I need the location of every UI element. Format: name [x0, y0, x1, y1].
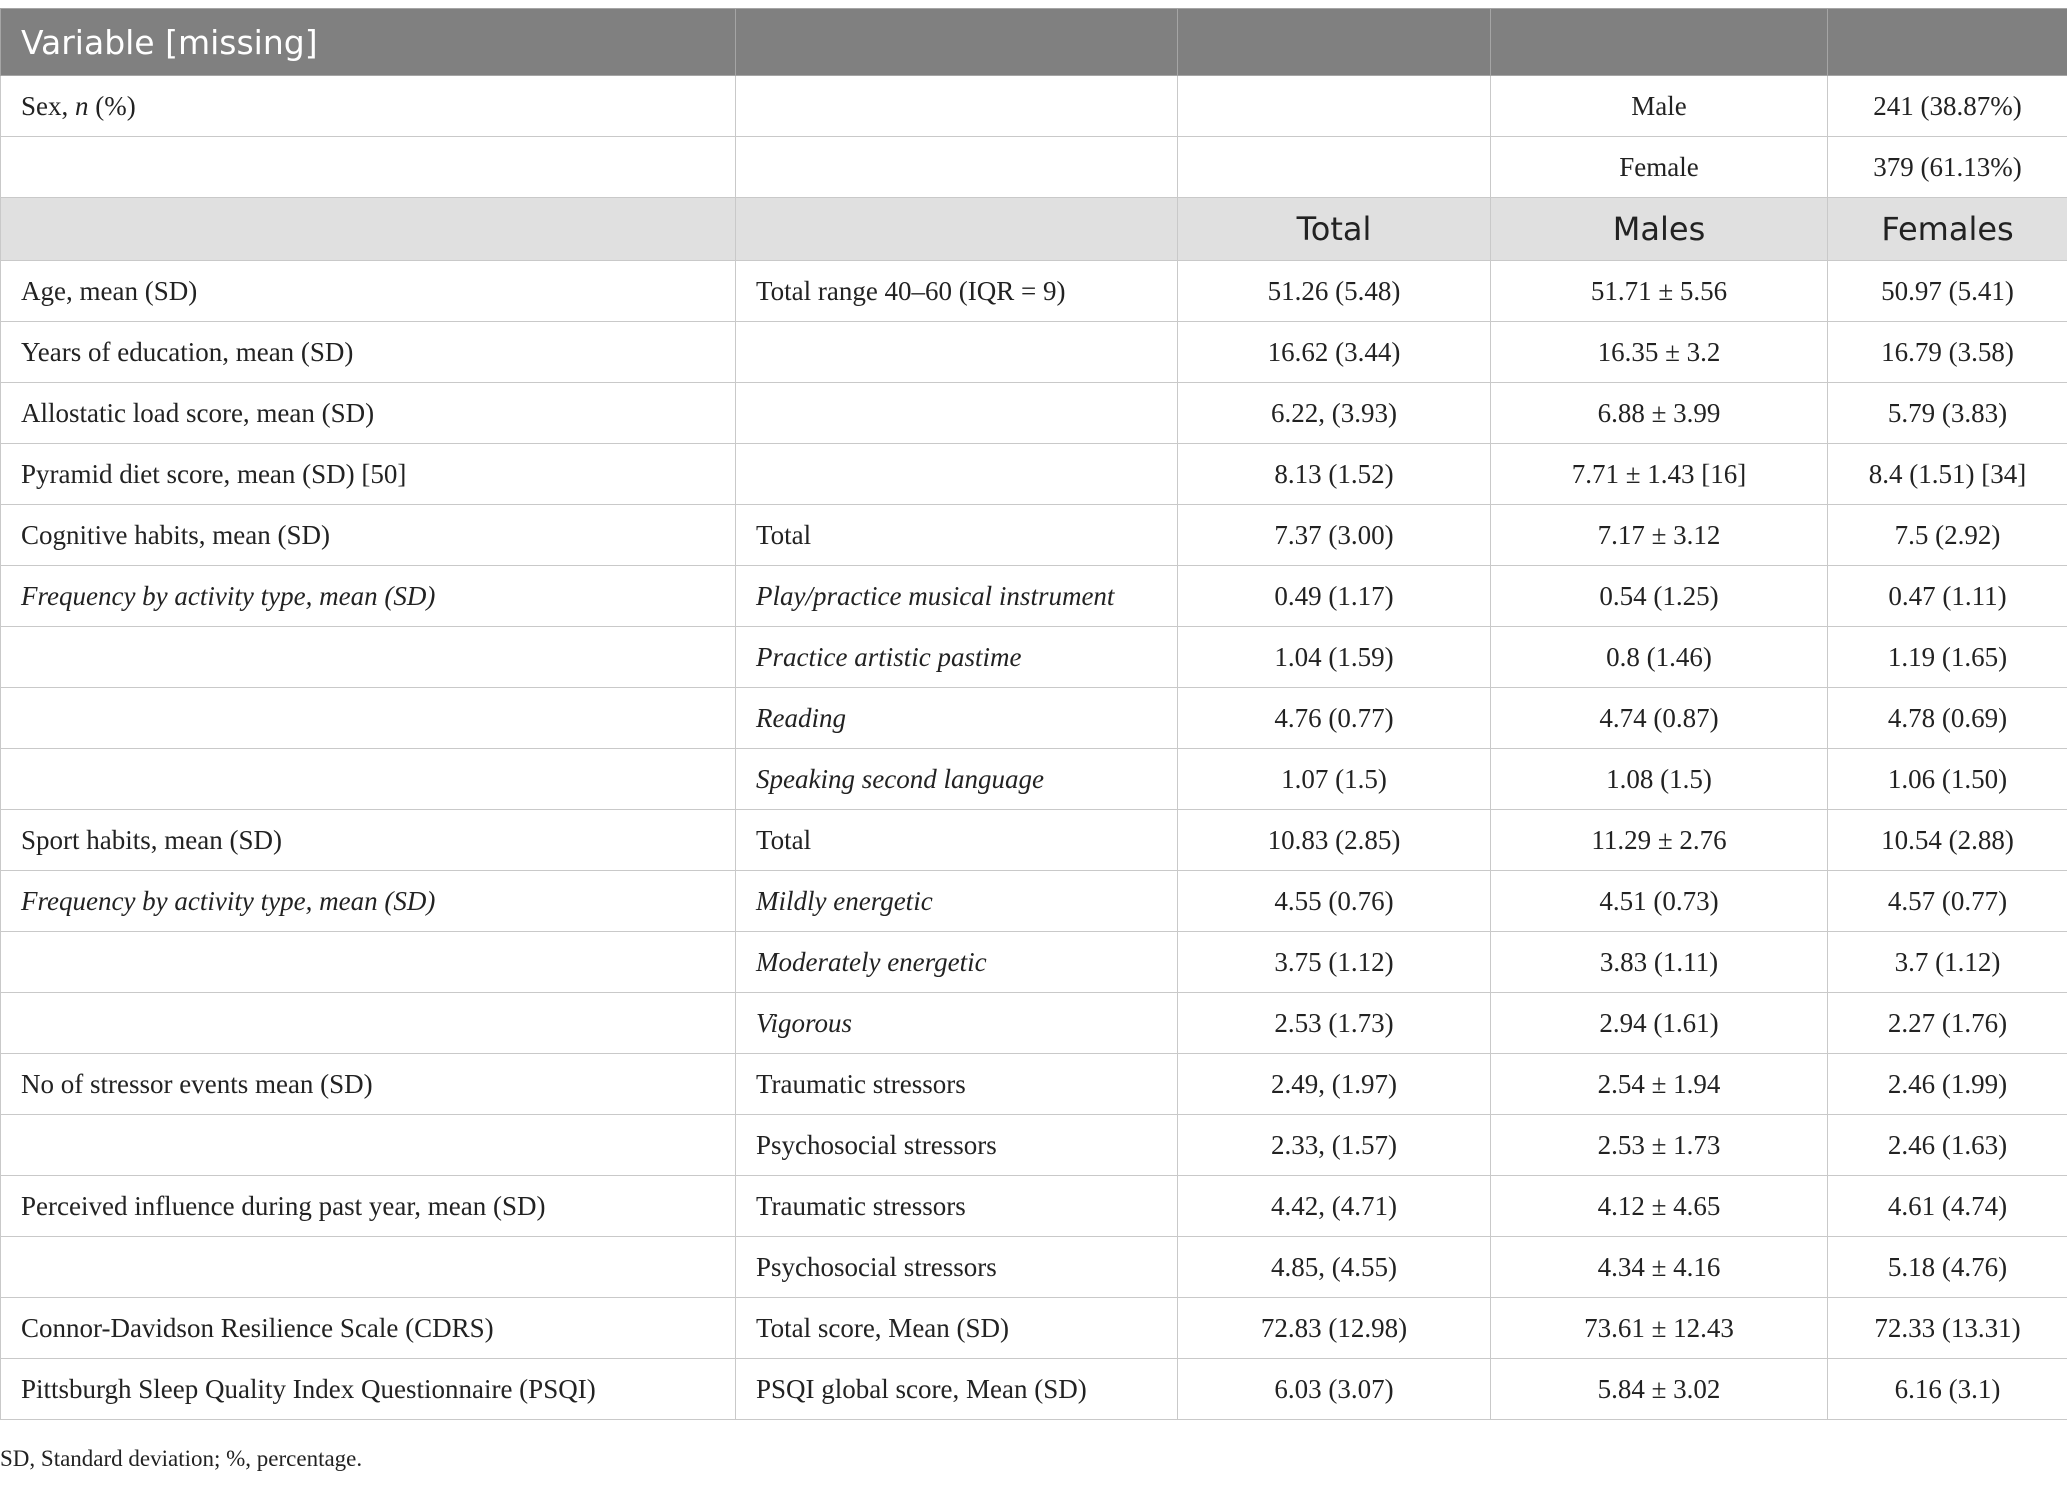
cell-males: 11.29 ± 2.76 [1491, 810, 1828, 871]
cell-subcategory: PSQI global score, Mean (SD) [736, 1359, 1178, 1420]
column-header-males: Males [1491, 198, 1828, 261]
cell-variable: Frequency by activity type, mean (SD) [1, 566, 736, 627]
cell-females: 4.57 (0.77) [1828, 871, 2067, 932]
table-title: Variable [missing] [1, 9, 736, 76]
cell-males: 4.12 ± 4.65 [1491, 1176, 1828, 1237]
cell-variable [1, 1237, 736, 1298]
cell-subcategory: Mildly energetic [736, 871, 1178, 932]
column-header-females: Females [1828, 198, 2067, 261]
table-title-row [1, 9, 2067, 76]
table-row [1, 871, 2067, 932]
cell-total: 0.49 (1.17) [1178, 566, 1491, 627]
cell-males: 0.54 (1.25) [1491, 566, 1828, 627]
table-row [1, 505, 2067, 566]
sex-value: 379 (61.13%) [1828, 137, 2067, 198]
cell-females: 7.5 (2.92) [1828, 505, 2067, 566]
column-header-row [1, 198, 2067, 261]
cell-females: 8.4 (1.51) [34] [1828, 444, 2067, 505]
cell-total: 2.53 (1.73) [1178, 993, 1491, 1054]
cell-males: 1.08 (1.5) [1491, 749, 1828, 810]
cell-variable: Cognitive habits, mean (SD) [1, 505, 736, 566]
sex-category: Female [1491, 137, 1828, 198]
cell-females: 5.79 (3.83) [1828, 383, 2067, 444]
cell-females: 1.06 (1.50) [1828, 749, 2067, 810]
table-row [1, 444, 2067, 505]
cell-males: 4.74 (0.87) [1491, 688, 1828, 749]
cell-variable: Pyramid diet score, mean (SD) [50] [1, 444, 736, 505]
table-row [1, 1237, 2067, 1298]
cell-total: 1.07 (1.5) [1178, 749, 1491, 810]
cell-total: 4.42, (4.71) [1178, 1176, 1491, 1237]
table-container [0, 8, 2067, 1420]
cell-total: 4.76 (0.77) [1178, 688, 1491, 749]
cell-subcategory [736, 322, 1178, 383]
cell-total: 3.75 (1.12) [1178, 932, 1491, 993]
cell-subcategory: Total score, Mean (SD) [736, 1298, 1178, 1359]
cell-total: 6.22, (3.93) [1178, 383, 1491, 444]
cell-females: 4.78 (0.69) [1828, 688, 2067, 749]
cell-females: 10.54 (2.88) [1828, 810, 2067, 871]
cell-subcategory: Reading [736, 688, 1178, 749]
table-row [1, 261, 2067, 322]
cell-total: 7.37 (3.00) [1178, 505, 1491, 566]
table-row [1, 383, 2067, 444]
cell-males: 5.84 ± 3.02 [1491, 1359, 1828, 1420]
column-header [736, 198, 1178, 261]
cell-females: 5.18 (4.76) [1828, 1237, 2067, 1298]
cell-variable: Years of education, mean (SD) [1, 322, 736, 383]
cell-subcategory: Vigorous [736, 993, 1178, 1054]
cell-subcategory: Practice artistic pastime [736, 627, 1178, 688]
table-row [1, 688, 2067, 749]
cell-variable [1, 932, 736, 993]
cell-total: 8.13 (1.52) [1178, 444, 1491, 505]
cell-total: 72.83 (12.98) [1178, 1298, 1491, 1359]
cell-subcategory: Psychosocial stressors [736, 1237, 1178, 1298]
table-row [1, 76, 2067, 137]
cell-total: 51.26 (5.48) [1178, 261, 1491, 322]
column-header-total: Total [1178, 198, 1491, 261]
cell-variable [1, 749, 736, 810]
sex-label: Sex, n (%) [1, 76, 736, 137]
cell-females: 0.47 (1.11) [1828, 566, 2067, 627]
cell-total: 2.33, (1.57) [1178, 1115, 1491, 1176]
cell-variable: Perceived influence during past year, mean (SD) [1, 1176, 736, 1237]
cell-variable: Connor-Davidson Resilience Scale (CDRS) [1, 1298, 736, 1359]
column-header [1, 198, 736, 261]
cell-variable: Allostatic load score, mean (SD) [1, 383, 736, 444]
cell-males: 2.94 (1.61) [1491, 993, 1828, 1054]
table-row [1, 566, 2067, 627]
cell-variable [1, 993, 736, 1054]
cell-males: 7.71 ± 1.43 [16] [1491, 444, 1828, 505]
cell-variable: Age, mean (SD) [1, 261, 736, 322]
cell-males: 6.88 ± 3.99 [1491, 383, 1828, 444]
cell-females: 1.19 (1.65) [1828, 627, 2067, 688]
cell-variable [1, 627, 736, 688]
table-row [1, 627, 2067, 688]
table-row [1, 137, 2067, 198]
cell-subcategory: Speaking second language [736, 749, 1178, 810]
cell-total: 16.62 (3.44) [1178, 322, 1491, 383]
cell-variable: No of stressor events mean (SD) [1, 1054, 736, 1115]
cell-females: 4.61 (4.74) [1828, 1176, 2067, 1237]
cell-subcategory: Psychosocial stressors [736, 1115, 1178, 1176]
cell-total: 4.55 (0.76) [1178, 871, 1491, 932]
cell-females: 72.33 (13.31) [1828, 1298, 2067, 1359]
cell-subcategory: Play/practice musical instrument [736, 566, 1178, 627]
cell-males: 51.71 ± 5.56 [1491, 261, 1828, 322]
cell-variable: Frequency by activity type, mean (SD) [1, 871, 736, 932]
cell-females: 2.46 (1.63) [1828, 1115, 2067, 1176]
cell-total: 1.04 (1.59) [1178, 627, 1491, 688]
table-row [1, 932, 2067, 993]
cell-females: 50.97 (5.41) [1828, 261, 2067, 322]
sex-value: 241 (38.87%) [1828, 76, 2067, 137]
table-row [1, 749, 2067, 810]
table-row [1, 993, 2067, 1054]
table-row [1, 322, 2067, 383]
table-row [1, 1298, 2067, 1359]
table-row [1, 1054, 2067, 1115]
table-row [1, 1359, 2067, 1420]
table-row [1, 1176, 2067, 1237]
cell-total: 10.83 (2.85) [1178, 810, 1491, 871]
cell-subcategory [736, 383, 1178, 444]
cell-females: 2.27 (1.76) [1828, 993, 2067, 1054]
cell-females: 16.79 (3.58) [1828, 322, 2067, 383]
cell-males: 73.61 ± 12.43 [1491, 1298, 1828, 1359]
cell-males: 7.17 ± 3.12 [1491, 505, 1828, 566]
cell-females: 2.46 (1.99) [1828, 1054, 2067, 1115]
cell-subcategory [736, 444, 1178, 505]
cell-males: 4.34 ± 4.16 [1491, 1237, 1828, 1298]
cell-total: 6.03 (3.07) [1178, 1359, 1491, 1420]
cell-males: 3.83 (1.11) [1491, 932, 1828, 993]
cell-total: 4.85, (4.55) [1178, 1237, 1491, 1298]
table-row [1, 1115, 2067, 1176]
cell-males: 2.53 ± 1.73 [1491, 1115, 1828, 1176]
cell-males: 0.8 (1.46) [1491, 627, 1828, 688]
cell-subcategory: Total [736, 810, 1178, 871]
cell-subcategory: Traumatic stressors [736, 1054, 1178, 1115]
cell-variable [1, 688, 736, 749]
cell-subcategory: Total [736, 505, 1178, 566]
cell-females: 3.7 (1.12) [1828, 932, 2067, 993]
cell-males: 2.54 ± 1.94 [1491, 1054, 1828, 1115]
cell-males: 4.51 (0.73) [1491, 871, 1828, 932]
cell-males: 16.35 ± 3.2 [1491, 322, 1828, 383]
cell-subcategory: Moderately energetic [736, 932, 1178, 993]
cell-subcategory: Traumatic stressors [736, 1176, 1178, 1237]
data-table [0, 8, 2067, 1420]
cell-variable [1, 1115, 736, 1176]
sex-category: Male [1491, 76, 1828, 137]
cell-females: 6.16 (3.1) [1828, 1359, 2067, 1420]
table-footnote: SD, Standard deviation; %, percentage. [0, 1446, 363, 1471]
cell-total: 2.49, (1.97) [1178, 1054, 1491, 1115]
cell-variable: Pittsburgh Sleep Quality Index Questionnaire (PSQI) [1, 1359, 736, 1420]
cell-variable: Sport habits, mean (SD) [1, 810, 736, 871]
table-row [1, 810, 2067, 871]
cell-subcategory: Total range 40–60 (IQR = 9) [736, 261, 1178, 322]
